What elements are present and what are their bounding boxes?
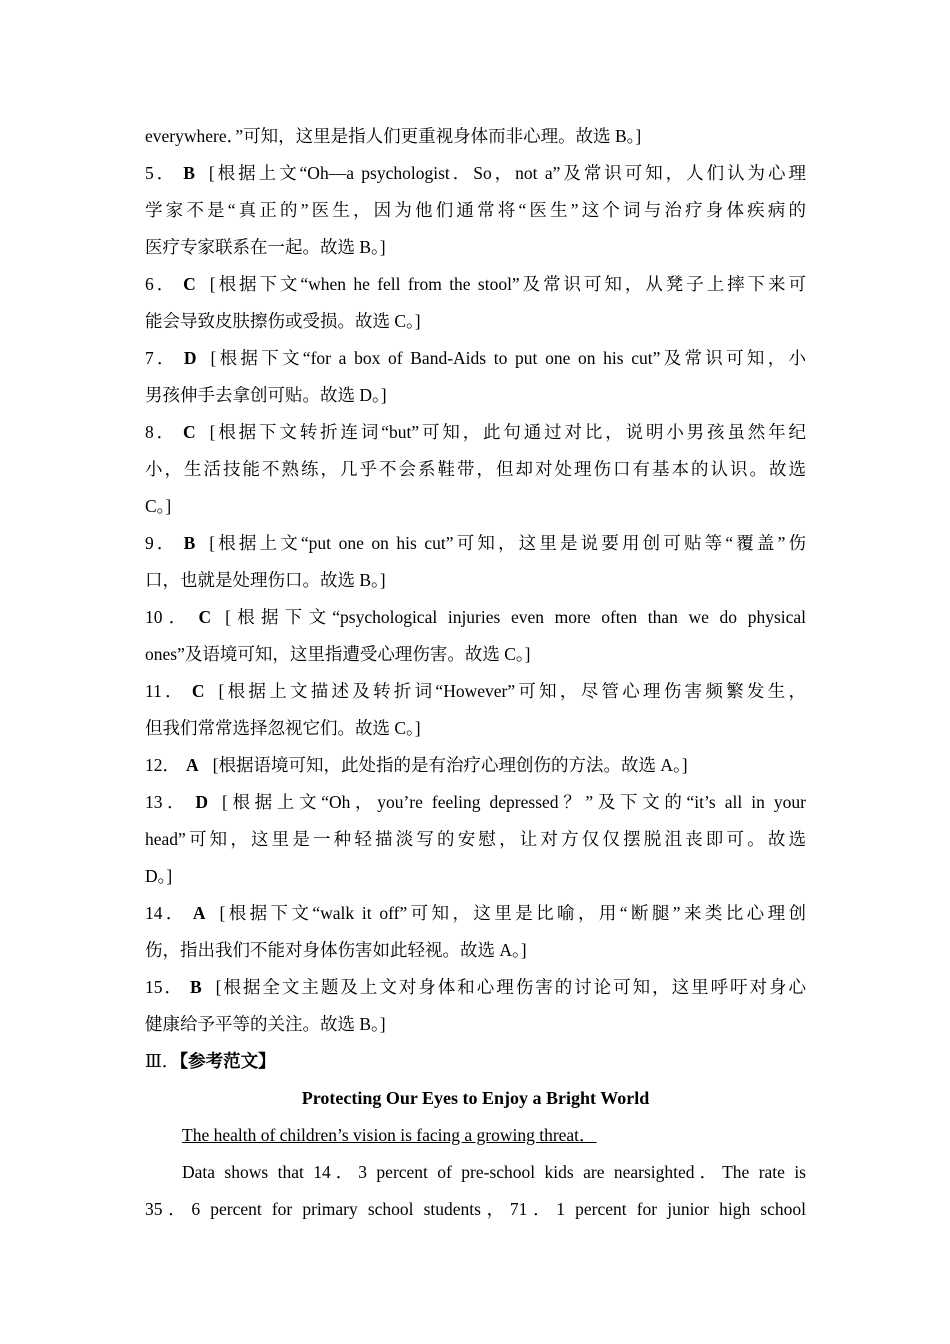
question-number: 12．	[145, 755, 180, 775]
explanation-text: [根据下文“when he fell from the stool”及常识可知，从凳子上摔下来可	[209, 274, 806, 294]
answer-letter: B	[183, 163, 195, 183]
essay-paragraph-1	[145, 1117, 806, 1154]
answer-9	[145, 525, 806, 562]
document-page	[145, 118, 806, 1228]
explanation-text: 小，生活技能不熟练，几乎不会系鞋带，但却对处理伤口有基本的认识。故选	[145, 459, 806, 479]
answer-15	[145, 969, 806, 1006]
explanation-text: [根据下文“walk it off”可知，这里是比喻，用“断腿”来类比心理创	[219, 903, 806, 923]
text-line	[145, 1191, 806, 1228]
explanation-text: [根据语境可知，此处指的是有治疗心理创伤的方法。故选 A。]	[212, 755, 688, 775]
answer-letter: B	[183, 533, 196, 553]
text-line	[145, 118, 806, 155]
question-number: 5．	[145, 163, 178, 183]
explanation-text: [根据全文主题及上文对身体和心理伤害的讨论可知，这里呼吁对身心	[215, 977, 806, 997]
text-line	[145, 1006, 806, 1043]
essay-paragraph-2	[145, 1154, 806, 1191]
section-title: 【参考范文】	[179, 1051, 276, 1071]
question-number: 13．	[145, 792, 190, 812]
answer-letter: D	[195, 792, 208, 812]
answer-letter: A	[192, 903, 206, 923]
explanation-text: C。]	[145, 496, 172, 516]
explanation-text: D。]	[145, 866, 173, 886]
essay-text: Data shows that 14．3 percent of pre-school kids are nearsighted．The rate is	[182, 1162, 806, 1182]
essay-topic-sentence: The health of children’s vision is facing a growing threat．	[182, 1125, 597, 1145]
answer-letter: A	[186, 755, 199, 775]
answer-12	[145, 747, 806, 784]
question-number: 9．	[145, 533, 178, 553]
question-number: 11．	[145, 681, 186, 701]
section-number: Ⅲ．	[145, 1051, 180, 1071]
explanation-text: [根据下文“psychological injuries even more often than we do physical	[225, 607, 806, 627]
text-line	[145, 710, 806, 747]
explanation-text: [根据上文“put one on his cut”可知，这里是说要用创可贴等“覆盖”伤	[209, 533, 806, 553]
explanation-text: [根据下文转折连词“but”可知，此句通过对比，说明小男孩虽然年纪	[209, 422, 806, 442]
text-line	[145, 821, 806, 858]
text-line	[145, 229, 806, 266]
answer-letter: C	[198, 607, 212, 627]
explanation-text: 能会导致皮肤擦伤或受损。故选 C。]	[145, 311, 421, 331]
explanation-text: head”可知，这里是一种轻描淡写的安慰，让对方仅仅摆脱沮丧即可。故选	[145, 829, 806, 849]
text-line	[145, 636, 806, 673]
question-number: 8．	[145, 422, 177, 442]
answer-6	[145, 266, 806, 303]
explanation-text: 但我们常常选择忽视它们。故选 C。]	[145, 718, 421, 738]
line-text: everywhere．”可知，这里是指人们更重视身体而非心理。故选 B。]	[145, 126, 642, 146]
explanation-text: 口，也就是处理伤口。故选 B。]	[145, 570, 386, 590]
text-line	[145, 303, 806, 340]
question-number: 6．	[145, 274, 178, 294]
text-line	[145, 192, 806, 229]
answer-10	[145, 599, 806, 636]
question-number: 14．	[145, 903, 187, 923]
question-number: 7．	[145, 348, 178, 368]
essay-text: 35．6 percent for primary school students，71．1 percent for junior high school	[145, 1199, 806, 1219]
text-line	[145, 451, 806, 488]
answer-8	[145, 414, 806, 451]
explanation-text: 学家不是“真正的”医生，因为他们通常将“医生”这个词与治疗身体疾病的	[145, 200, 806, 220]
explanation-text: 医疗专家联系在一起。故选 B。]	[145, 237, 386, 257]
explanation-text: [根据下文“for a box of Band-Aids to put one on his cut”及常识可知，小	[210, 348, 806, 368]
answer-letter: C	[182, 422, 196, 442]
answer-13	[145, 784, 806, 821]
text-line	[145, 932, 806, 969]
question-number: 15．	[145, 977, 184, 997]
question-number: 10．	[145, 607, 193, 627]
text-line	[145, 377, 806, 414]
explanation-text: [根据上文描述及转折词“However”可知，尽管心理伤害频繁发生，	[218, 681, 806, 701]
essay-title: Protecting Our Eyes to Enjoy a Bright World	[301, 1088, 650, 1108]
answer-14	[145, 895, 806, 932]
text-line	[145, 858, 806, 895]
answer-7	[145, 340, 806, 377]
answer-5	[145, 155, 806, 192]
answer-letter: D	[183, 348, 197, 368]
explanation-text: 健康给予平等的关注。故选 B。]	[145, 1014, 386, 1034]
answer-letter: C	[183, 274, 196, 294]
section-3-heading	[145, 1043, 806, 1080]
explanation-text: 伤，指出我们不能对身体伤害如此轻视。故选 A。]	[145, 940, 527, 960]
answer-letter: C	[191, 681, 205, 701]
explanation-text: 男孩伸手去拿创可贴。故选 D。]	[145, 385, 387, 405]
explanation-text: ones”及语境可知，这里指遭受心理伤害。故选 C。]	[145, 644, 531, 664]
answer-11	[145, 673, 806, 710]
answer-letter: B	[189, 977, 202, 997]
explanation-text: [根据上文“Oh—a psychologist．So，not a”及常识可知，人们认为心理	[208, 163, 806, 183]
explanation-text: [根据上文“Oh，you’re feeling depressed？”及下文的“it’s all in your	[222, 792, 806, 812]
text-line	[145, 562, 806, 599]
text-line	[145, 488, 806, 525]
